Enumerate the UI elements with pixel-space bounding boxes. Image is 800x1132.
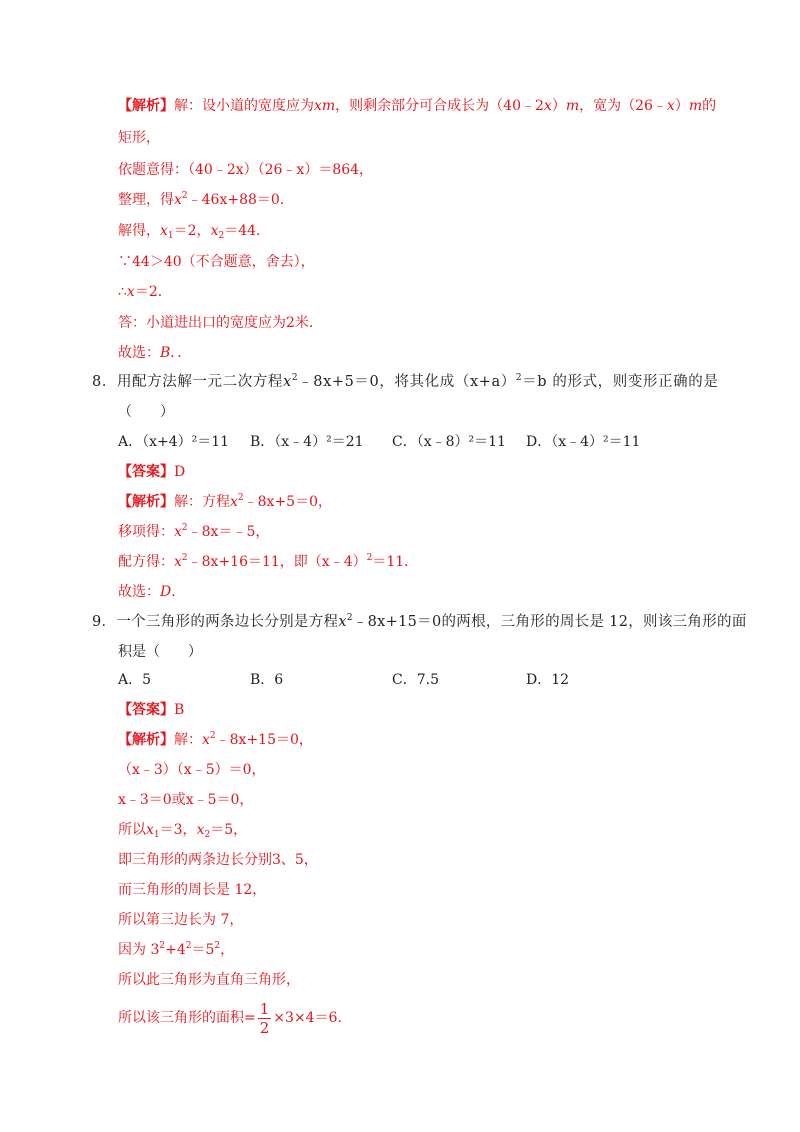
q8-option-a: A．（x+4）²＝11 bbox=[118, 434, 230, 450]
q9-solution-line-6: 而三角形的周长是 12， bbox=[118, 882, 267, 898]
q7-solution-line-7: ∴x＝2． bbox=[118, 284, 172, 300]
q8-solution-line-2: 移项得：$x^2﹣8x=﹣5$， bbox=[118, 523, 270, 540]
q9-stem-line-2: 积是（ ） bbox=[118, 644, 202, 660]
q7-solution-line-6: ∵44＞40（不合题意，舍去）， bbox=[118, 254, 315, 270]
q8-option-b: B．（x﹣4）²＝21 bbox=[250, 434, 364, 450]
answer-tag: 【答案】 bbox=[118, 702, 174, 718]
solution-tag: 【解析】 bbox=[118, 98, 174, 114]
q9-solution-line-9: 所以此三角形为直角三角形， bbox=[118, 972, 300, 988]
q9-solution-line-3: x﹣3＝0或x﹣5＝0， bbox=[118, 792, 254, 808]
q9-option-c: C．7.5 bbox=[392, 672, 439, 688]
solution-tag: 【解析】 bbox=[118, 494, 174, 510]
q8-solution-line-1: 【解析】解：方程$x^2﹣8x+5=0$， bbox=[118, 493, 332, 510]
q9-solution-line-8: 因为 $3^2+4^2=5^2$， bbox=[118, 941, 235, 958]
q9-solution-line-1: 【解析】解：$x^2﹣8x+15=0$， bbox=[118, 731, 313, 748]
q9-solution-line-5: 即三角形的两条边长分别3、5， bbox=[118, 852, 318, 868]
q8-answer-paren: （ ） bbox=[118, 404, 174, 420]
question-number: 8． bbox=[92, 374, 117, 390]
q9-solution-line-10: 所以该三角形的面积= $\frac{1}{2}$ ×3×4＝6． bbox=[118, 999, 352, 1037]
q7-solution-line-9: 故选：B．． bbox=[118, 345, 192, 361]
q7-solution-line-2: 矩形， bbox=[118, 130, 160, 146]
fraction-one-half: $\frac{1}{2}$ bbox=[259, 999, 270, 1037]
question-number: 9． bbox=[92, 614, 117, 630]
q8-option-c: C．（x﹣8）²＝11 bbox=[392, 434, 506, 450]
q8-answer-line bbox=[118, 462, 185, 482]
q9-solution-line-2: （x﹣3）（x﹣5）＝0， bbox=[118, 762, 266, 778]
q8-stem: 8．用配方法解一元二次方程$x^2﹣8x+5=0$，将其化成$(x+a)^2=b$ 的形式，则变形正确的是 bbox=[92, 373, 719, 390]
q9-solution-line-7: 所以第三边长为 7， bbox=[118, 912, 244, 928]
q9-option-d: D．12 bbox=[526, 672, 570, 688]
q7-solution-line-3: 依题意得：（40﹣2x）（26﹣x）＝864， bbox=[118, 162, 374, 178]
solution-tag: 【解析】 bbox=[118, 732, 174, 748]
q8-solution-line-3: 配方得：$x^2﹣8x+16=11$，即（x﹣4）$^2$＝11． bbox=[118, 553, 419, 570]
q7-solution-line-5: 解得，$x_1=2$，$x_2=44$． bbox=[118, 223, 271, 241]
q8-option-d: D．（x﹣4）²＝11 bbox=[526, 434, 641, 450]
answer-tag: 【答案】 bbox=[118, 464, 174, 480]
q9-answer-line bbox=[118, 700, 184, 720]
q9-solution-line-4: 所以$x_1=3$，$x_2=5$， bbox=[118, 822, 248, 840]
q7-solution-line-1: 【解析】解：设小道的宽度应为xm，则剩余部分可合成长为（40﹣2x）m，宽为（26﹣x）m的 bbox=[118, 98, 717, 114]
q7-solution-line-4: 整理，得$x^2﹣46x+88=0$． bbox=[118, 191, 294, 208]
answer-value: D bbox=[174, 464, 186, 480]
answer-value: B bbox=[174, 702, 185, 718]
q9-stem: 9．一个三角形的两条边长分别是方程$x^2﹣8x+15=0$的两根，三角形的周长是 12，则该三角形的面 bbox=[92, 613, 747, 630]
q9-option-b: B．6 bbox=[250, 672, 284, 688]
q9-option-a: A．5 bbox=[118, 672, 152, 688]
q7-solution-line-8: 答：小道进出口的宽度应为2米． bbox=[118, 315, 323, 331]
q8-solution-line-4: 故选：D． bbox=[118, 584, 186, 600]
